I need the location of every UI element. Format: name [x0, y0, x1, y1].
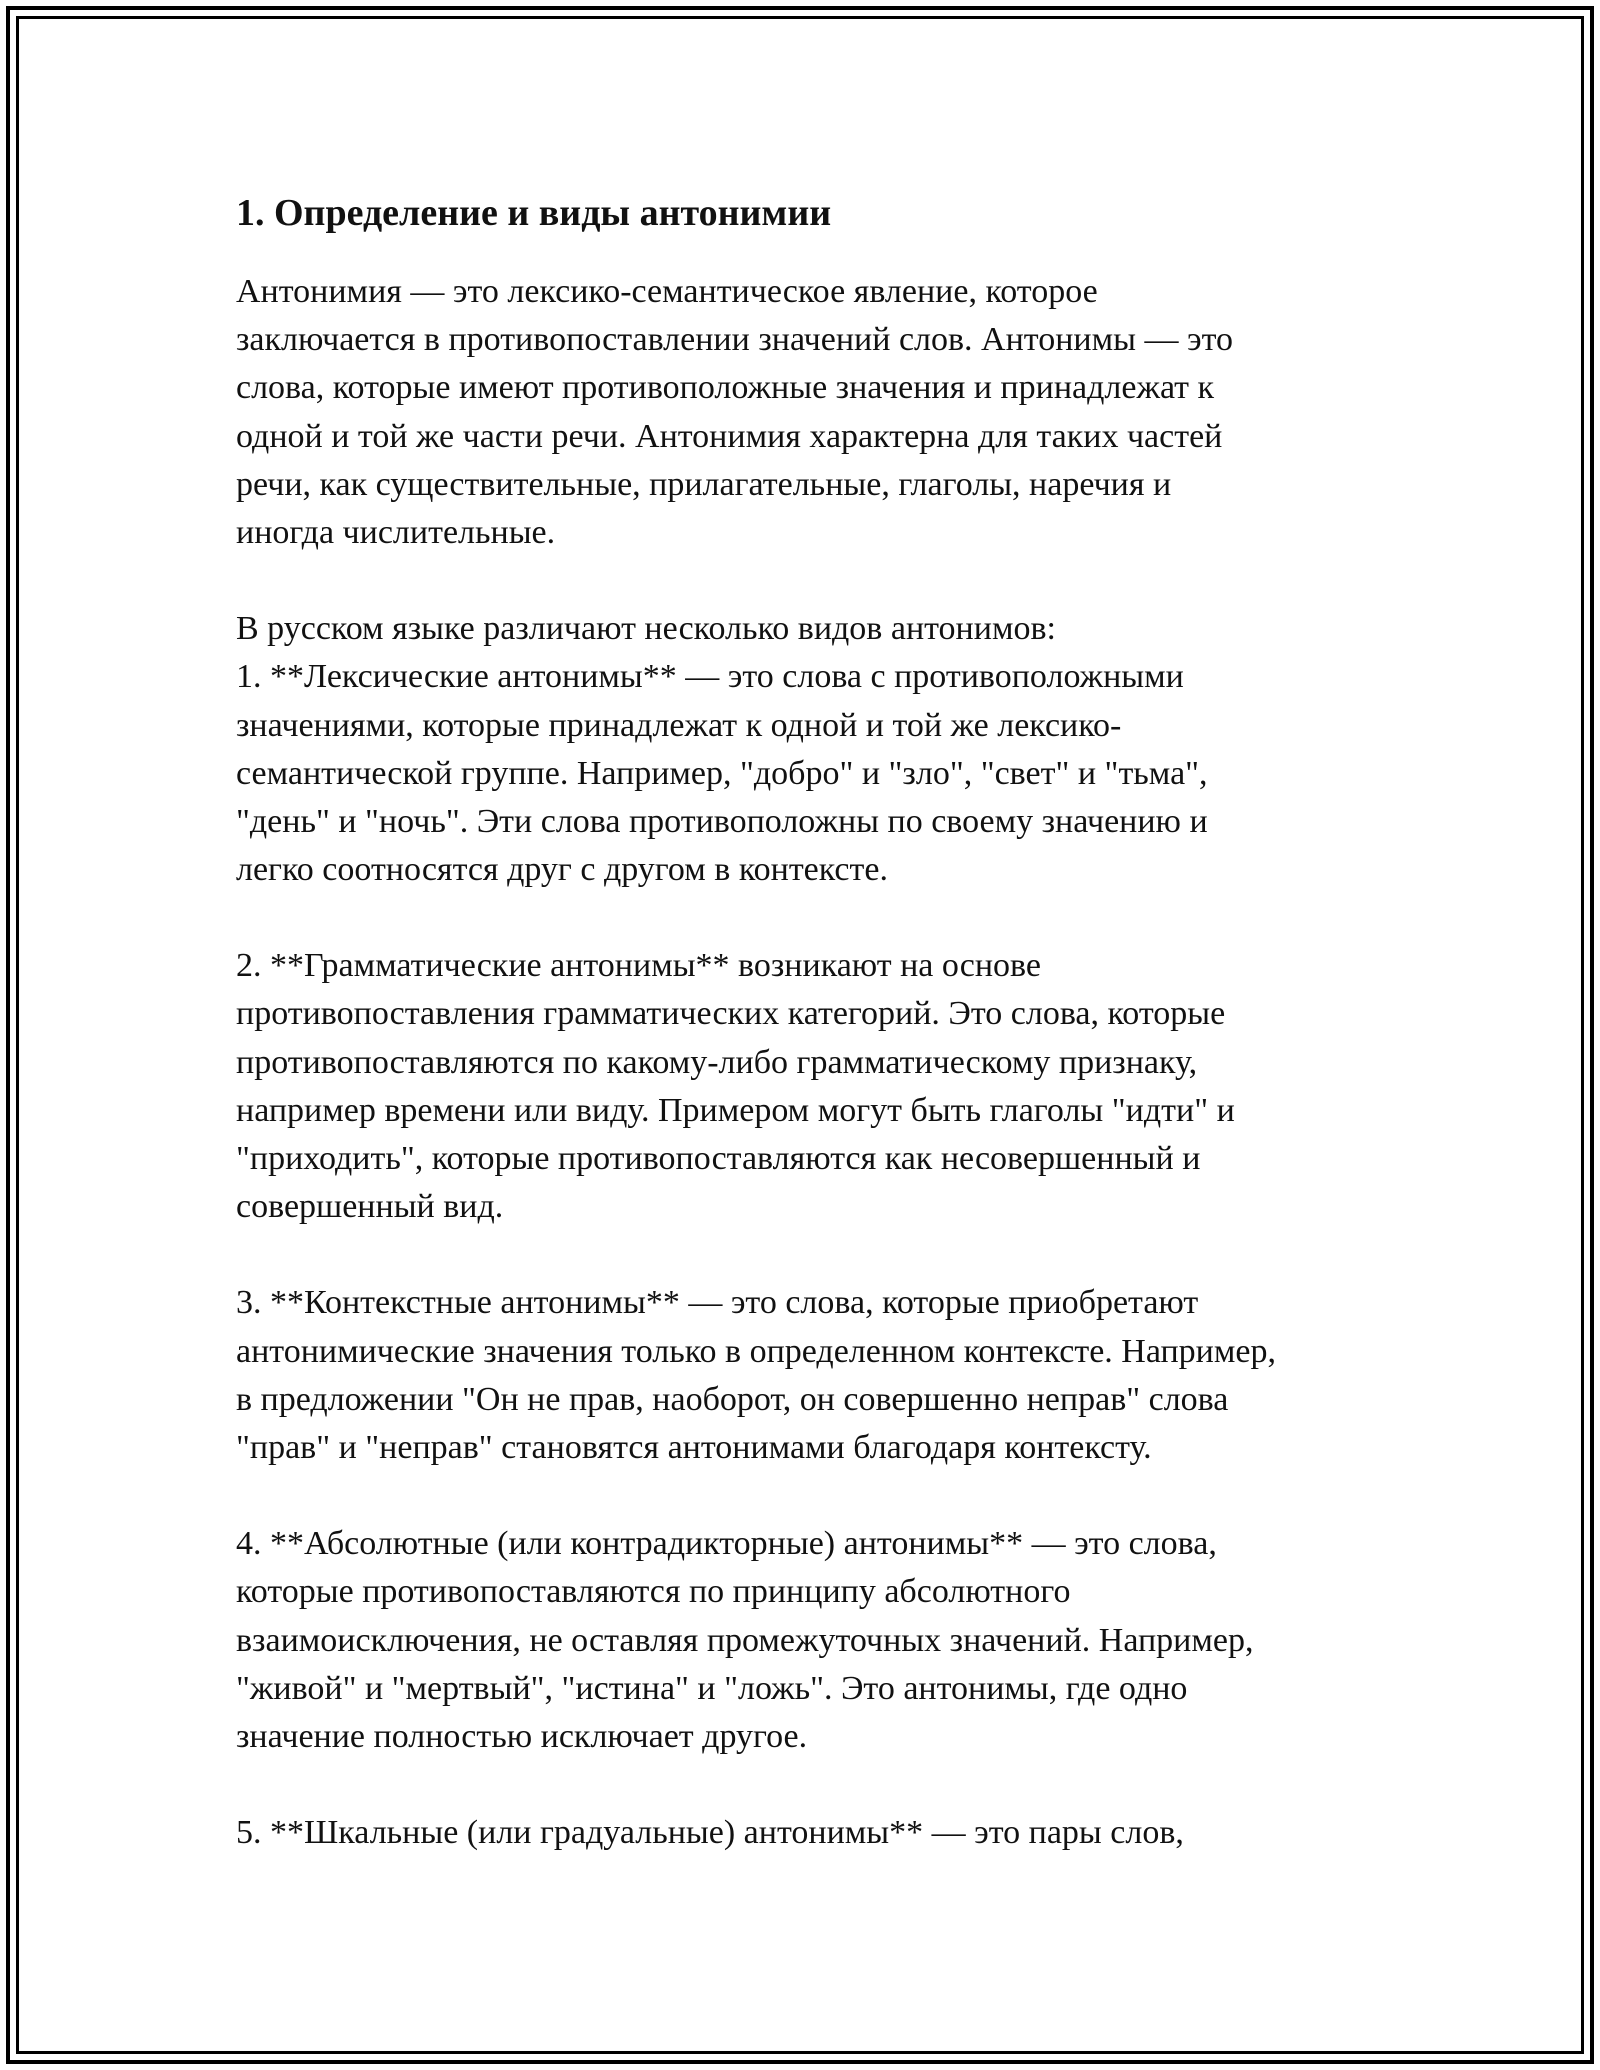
text-line: 2. **Грамматические антонимы** возникают на основе [236, 947, 1041, 985]
paragraph-absolute-antonyms [236, 1520, 1386, 1761]
text-line: значение полностью исключает другое. [236, 1717, 808, 1755]
text-line: например времени или виду. Примером могут быть глаголы "идти" и [236, 1091, 1235, 1129]
text-line: Антонимия — это лексико-семантическое явление, которое [236, 273, 1098, 310]
text-line: 5. **Шкальные (или градуальные) антонимы** — это пары слов, [236, 1814, 1184, 1852]
paragraph-lexical-antonyms [236, 605, 1386, 894]
text-line: слова, которые имеют противоположные значения и принадлежат к [236, 369, 1215, 407]
text-line: противопоставления грамматических категорий. Это слова, которые [236, 995, 1226, 1033]
text-line: В русском языке различают несколько видов антонимов: [236, 610, 1056, 648]
text-line: совершенный вид. [236, 1188, 504, 1226]
section-heading: 1. Определение и виды антонимии [236, 192, 832, 234]
text-line: 1. **Лексические антонимы** — это слова с противоположными [236, 658, 1184, 696]
text-line: 3. **Контекстные антонимы** — это слова, которые приобретают [236, 1284, 1199, 1322]
text-line: "прав" и "неправ" становятся антонимами благодаря контексту. [236, 1428, 1152, 1466]
text-line: "живой" и "мертвый", "истина" и "ложь". Это антонимы, где одно [236, 1669, 1188, 1707]
text-line: иногда числительные. [236, 513, 556, 551]
text-line: противопоставляются по какому-либо грамматическому признаку, [236, 1043, 1198, 1081]
paragraph-contextual-antonyms [236, 1279, 1386, 1472]
text-line: значениями, которые принадлежат к одной и той же лексико- [236, 706, 1122, 744]
text-line: антонимические значения только в определенном контексте. Например, [236, 1332, 1276, 1370]
text-line: взаимоисключения, не оставляя промежуточных значений. Например, [236, 1621, 1254, 1659]
text-line: речи, как существительные, прилагательные, глаголы, наречия и [236, 465, 1172, 503]
text-line: в предложении "Он не прав, наоборот, он совершенно неправ" слова [236, 1380, 1229, 1418]
text-line: семантической группе. Например, "добро" и "зло", "свет" и "тьма", [236, 754, 1208, 792]
paragraph-grammatical-antonyms [236, 942, 1386, 1231]
text-line: легко соотносятся друг с другом в контексте. [236, 851, 888, 889]
text-line: "день" и "ночь". Эти слова противоположны по своему значению и [236, 802, 1208, 840]
text-line: которые противопоставляются по принципу абсолютного [236, 1573, 1071, 1611]
paragraph-definition [236, 268, 1386, 557]
document-body [236, 188, 1386, 1857]
text-line: 4. **Абсолютные (или контрадикторные) антонимы** — это слова, [236, 1525, 1217, 1563]
text-line: одной и той же части речи. Антонимия характерна для таких частей [236, 417, 1223, 455]
text-line: "приходить", которые противопоставляются как несовершенный и [236, 1140, 1201, 1177]
text-line: заключается в противопоставлении значений слов. Антонимы — это [236, 321, 1233, 359]
paragraph-scalar-antonyms [236, 1809, 1386, 1857]
